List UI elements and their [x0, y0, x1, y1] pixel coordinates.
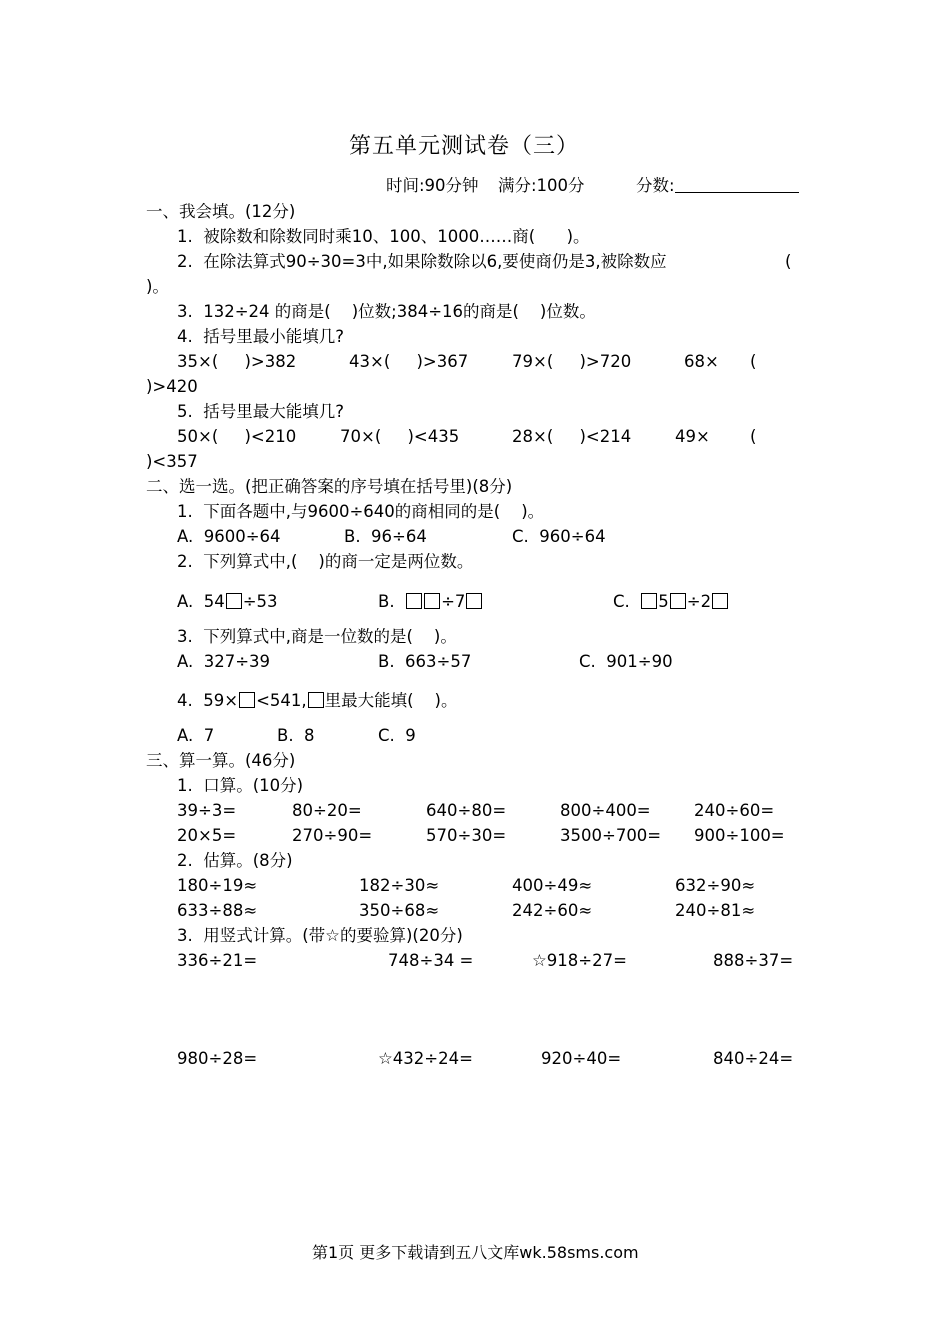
- s1-q2-paren: (: [785, 252, 792, 271]
- option-a-tail: ÷53: [242, 592, 278, 611]
- s2-q4-option: C. 9: [378, 726, 416, 745]
- s3-part2: 2. 估算。(8分): [177, 851, 293, 870]
- full-score: 满分:100分: [498, 176, 585, 195]
- mental-math-item: 270÷90=: [292, 826, 373, 845]
- s1-q2-wrap: )。: [146, 277, 169, 296]
- s2-q1-option: A. 9600÷64: [177, 527, 281, 546]
- s1-q5-item: (: [750, 427, 757, 446]
- time-limit: 时间:90分钟: [386, 176, 479, 195]
- s2-q4-option: A. 7: [177, 726, 215, 745]
- mental-math-item: 800÷400=: [560, 801, 651, 820]
- vertical-calc-item: ☆918÷27=: [532, 951, 627, 970]
- vertical-calc-item: 980÷28=: [177, 1049, 258, 1068]
- s2-q2-option-b: [378, 592, 483, 612]
- q4-mid: <541,: [256, 691, 307, 710]
- vertical-calc-item: 840÷24=: [713, 1049, 794, 1068]
- mental-math-item: 3500÷700=: [560, 826, 662, 845]
- s1-q5-item: 70×( )<435: [340, 427, 460, 446]
- section2-heading: 二、选一选。(把正确答案的序号填在括号里)(8分): [146, 477, 513, 496]
- s2-q1-option: B. 96÷64: [344, 527, 427, 546]
- s2-q2-option-c: [613, 592, 729, 612]
- s3-part1: 1. 口算。(10分): [177, 776, 304, 795]
- estimate-item: 240÷81≈: [675, 901, 756, 920]
- s1-q4-item: 43×( )>367: [349, 352, 469, 371]
- option-c-text: C.: [613, 592, 630, 611]
- s2-q3-option: A. 327÷39: [177, 652, 271, 671]
- digit-box[interactable]: [308, 692, 324, 708]
- s2-q1: 1. 下面各题中,与9600÷640的商相同的是( )。: [177, 502, 545, 521]
- option-a-text: A. 54: [177, 592, 225, 611]
- s2-q4: [177, 691, 458, 711]
- vertical-calc-item: 748÷34 =: [388, 951, 474, 970]
- estimate-item: 180÷19≈: [177, 876, 258, 895]
- vertical-calc-item: 336÷21=: [177, 951, 258, 970]
- digit-box[interactable]: [424, 593, 440, 609]
- mental-math-item: 39÷3=: [177, 801, 237, 820]
- s2-q1-option: C. 960÷64: [512, 527, 606, 546]
- s2-q3: 3. 下列算式中,商是一位数的是( )。: [177, 627, 457, 646]
- estimate-item: 400÷49≈: [512, 876, 593, 895]
- option-c-tail: ÷2: [686, 592, 712, 611]
- s2-q4-option: B. 8: [277, 726, 315, 745]
- s1-q5-item: 49×: [675, 427, 710, 446]
- mental-math-item: 570÷30=: [426, 826, 507, 845]
- page-footer: 第1页 更多下载请到五八文库wk.58sms.com: [312, 1243, 639, 1262]
- s1-q5-item: 28×( )<214: [512, 427, 632, 446]
- s2-q3-option: C. 901÷90: [579, 652, 673, 671]
- s1-q4: 4. 括号里最小能填几?: [177, 327, 344, 346]
- s1-q4-item: 35×( )>382: [177, 352, 297, 371]
- q4-tail: 里最大能填( )。: [324, 691, 458, 710]
- q4-pre: 4. 59×: [177, 691, 239, 710]
- digit-box[interactable]: [641, 593, 657, 609]
- digit-box[interactable]: [239, 692, 255, 708]
- digit-box[interactable]: [226, 593, 242, 609]
- estimate-item: 350÷68≈: [359, 901, 440, 920]
- s1-q2: 2. 在除法算式90÷30=3中,如果除数除以6,要使商仍是3,被除数应: [177, 252, 667, 271]
- option-b-tail: ÷7: [441, 592, 466, 611]
- digit-box[interactable]: [670, 593, 686, 609]
- vertical-calc-item: 888÷37=: [713, 951, 794, 970]
- score-blank[interactable]: [675, 176, 799, 193]
- s1-q5-item: 50×( )<210: [177, 427, 297, 446]
- s1-q3: 3. 132÷24 的商是( )位数;384÷16的商是( )位数。: [177, 302, 596, 321]
- mental-math-item: 240÷60=: [694, 801, 775, 820]
- mental-math-item: 80÷20=: [292, 801, 362, 820]
- mental-math-item: 20×5=: [177, 826, 237, 845]
- s2-q3-option: B. 663÷57: [378, 652, 472, 671]
- s1-q4-item: 79×( )>720: [512, 352, 632, 371]
- page-title: 第五单元测试卷（三）: [349, 134, 580, 159]
- option-b-text: B.: [378, 592, 395, 611]
- s2-q2-option-a: [177, 592, 278, 612]
- score-field: [636, 176, 799, 196]
- s2-q2: 2. 下列算式中,( )的商一定是两位数。: [177, 552, 474, 571]
- s1-q4-wrap: )>420: [146, 377, 198, 396]
- estimate-item: 633÷88≈: [177, 901, 258, 920]
- estimate-item: 632÷90≈: [675, 876, 756, 895]
- s1-q4-item: (: [750, 352, 757, 371]
- s3-part3: 3. 用竖式计算。(带☆的要验算)(20分): [177, 926, 463, 945]
- s1-q5: 5. 括号里最大能填几?: [177, 402, 344, 421]
- estimate-item: 242÷60≈: [512, 901, 593, 920]
- digit-box[interactable]: [712, 593, 728, 609]
- vertical-calc-item: ☆432÷24=: [378, 1049, 473, 1068]
- digit-box[interactable]: [406, 593, 422, 609]
- mental-math-item: 640÷80=: [426, 801, 507, 820]
- s1-q4-item: 68×: [684, 352, 719, 371]
- s1-q1: 1. 被除数和除数同时乘10、100、1000……商( )。: [177, 227, 590, 246]
- section3-heading: 三、算一算。(46分): [146, 751, 296, 770]
- s1-q5-wrap: )<357: [146, 452, 198, 471]
- section1-heading: 一、我会填。(12分): [146, 202, 296, 221]
- digit-box[interactable]: [466, 593, 482, 609]
- vertical-calc-item: 920÷40=: [541, 1049, 622, 1068]
- option-c-mid: 5: [658, 592, 669, 611]
- score-label: 分数:: [636, 176, 675, 195]
- estimate-item: 182÷30≈: [359, 876, 440, 895]
- mental-math-item: 900÷100=: [694, 826, 785, 845]
